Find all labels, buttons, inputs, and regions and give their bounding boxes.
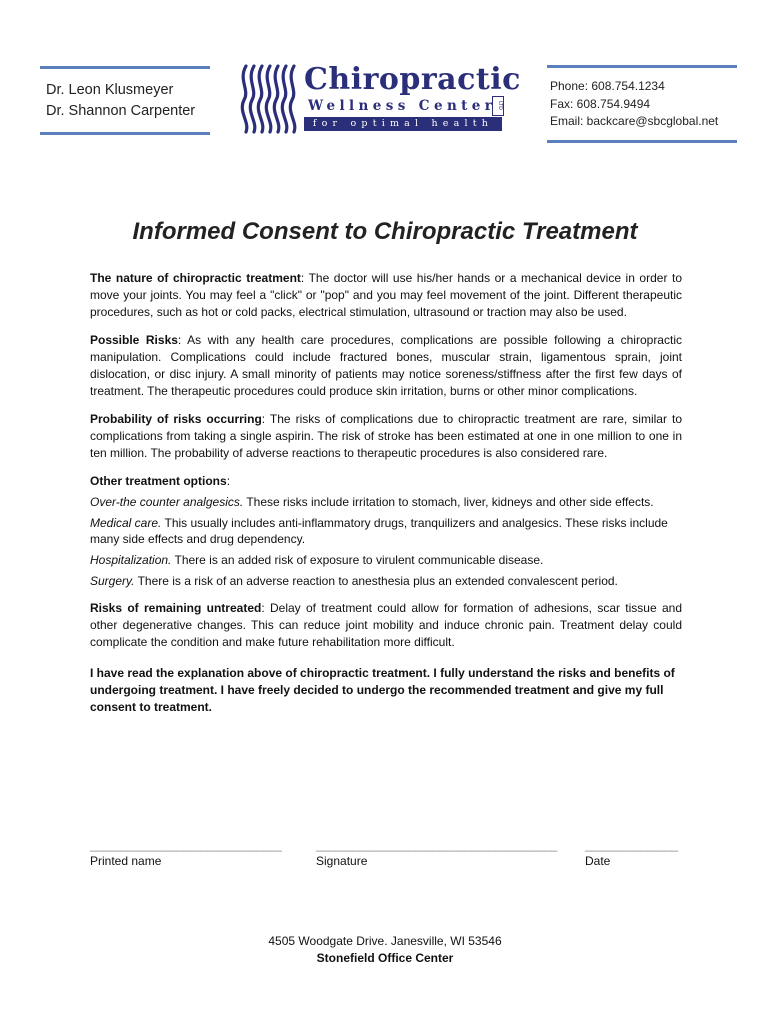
other-options-colon: :: [226, 474, 231, 488]
option-item: [90, 552, 682, 568]
option-name: Over-the counter analgesics.: [90, 495, 244, 509]
footer-center-name: Stonefield Office Center: [316, 951, 454, 965]
header-rule-right-top: [547, 65, 737, 68]
printed-name-line[interactable]: _______________________________: [90, 838, 282, 852]
header-rule-right-bottom: [547, 140, 737, 143]
contact-info: [550, 78, 718, 131]
option-name: Surgery.: [90, 574, 135, 588]
other-options-heading: [90, 473, 682, 490]
header-rule-left-bottom: [40, 132, 210, 135]
untreated-label: Risks of remaining untreated: [90, 601, 262, 615]
probability-paragraph: [90, 411, 682, 462]
option-item: [90, 494, 682, 510]
logo-title: Chiropractic: [304, 62, 521, 97]
doctor-name: Dr. Leon Klusmeyer: [46, 82, 174, 98]
option-text: This usually includes anti-inflammatory drugs, tranquilizers and analgesics. These risks include many side effects and drug dependency.: [90, 516, 668, 546]
spine-waves-icon: [236, 64, 300, 134]
document-title: Informed Consent to Chiropractic Treatment: [132, 218, 638, 245]
email-text: Email: backcare@sbcglobal.net: [550, 114, 719, 128]
nature-paragraph: [90, 270, 682, 321]
option-text: There is a risk of an adverse reaction to anesthesia plus an extended convalescent period.: [134, 574, 618, 588]
footer-address: 4505 Woodgate Drive. Janesville, WI 53546: [268, 934, 502, 948]
risks-text: : As with any health care procedures, complications are possible following a chiropractic manipulation. Complications could include fractured bones, muscular strain, ligamentous sprain, joint dislocation, or disc injury. A small minority of patients may notice soreness/stiffness after the first few days of treatment. The therapeutic procedures could produce skin irritation, burns or other minor complications.: [90, 333, 682, 398]
date-label: Date: [585, 854, 611, 868]
untreated-paragraph: [90, 600, 682, 651]
risks-paragraph: [90, 332, 682, 400]
nature-label: The nature of chiropractic treatment: [90, 271, 301, 285]
nature-text: : The doctor will use his/her hands or a mechanical device in order to move your joints. You may feel a "click" or "pop" and you may feel movement of the joint. Different therapeutic procedures, such as hot or cold packs, electrical stimulation, ultrasound or traction may also be used.: [90, 271, 682, 319]
option-name: Medical care.: [90, 516, 162, 530]
option-item: [90, 515, 682, 547]
date-line[interactable]: _______________: [585, 838, 678, 852]
phone-text: Phone: 608.754.1234: [550, 79, 665, 93]
header-rule-left-top: [40, 66, 210, 69]
signature-label: Signature: [316, 854, 368, 868]
clinic-logo: [236, 62, 521, 134]
signature-line[interactable]: _______________________________________: [316, 838, 557, 852]
doctor-names: [46, 80, 195, 122]
logo-subtitle: Wellness Center: [308, 98, 497, 114]
option-text: There is an added risk of exposure to virulent communicable disease.: [171, 553, 544, 567]
option-name: Hospitalization.: [90, 553, 172, 567]
logo-ltd-mark: LTD: [492, 96, 504, 116]
printed-name-label: Printed name: [90, 854, 162, 868]
fax-text: Fax: 608.754.9494: [550, 96, 651, 111]
untreated-text: : Delay of treatment could allow for formation of adhesions, scar tissue and other degenerative changes. This can reduce joint mobility and induce chronic pain. Treatment delay could complicate the condition and make future rehabilitation more difficult.: [90, 601, 682, 649]
logo-tagline-band: [304, 117, 502, 131]
probability-text: : The risks of complications due to chiropractic treatment are rare, similar to complications from taking a single aspirin. The risk of stroke has been estimated at one in one million to one in ten million. The probability of adverse reactions to therapeutic procedures is also considered rare.: [90, 412, 682, 460]
risks-label: Possible Risks: [90, 333, 178, 347]
option-text: These risks include irritation to stomach, liver, kidneys and other side effects.: [243, 495, 654, 509]
consent-statement: I have read the explanation above of chiropractic treatment. I fully understand the risks and benefits of undergoing treatment. I have freely decided to undergo the recommended treatment and give my full consent to treatment.: [90, 666, 675, 714]
probability-label: Probability of risks occurring: [90, 412, 262, 426]
doctor-name: Dr. Shannon Carpenter: [46, 103, 196, 119]
logo-tagline: for optimal health: [312, 118, 494, 129]
other-options-label: Other treatment options: [90, 474, 227, 488]
document-body: [90, 270, 682, 716]
option-item: [90, 573, 682, 589]
